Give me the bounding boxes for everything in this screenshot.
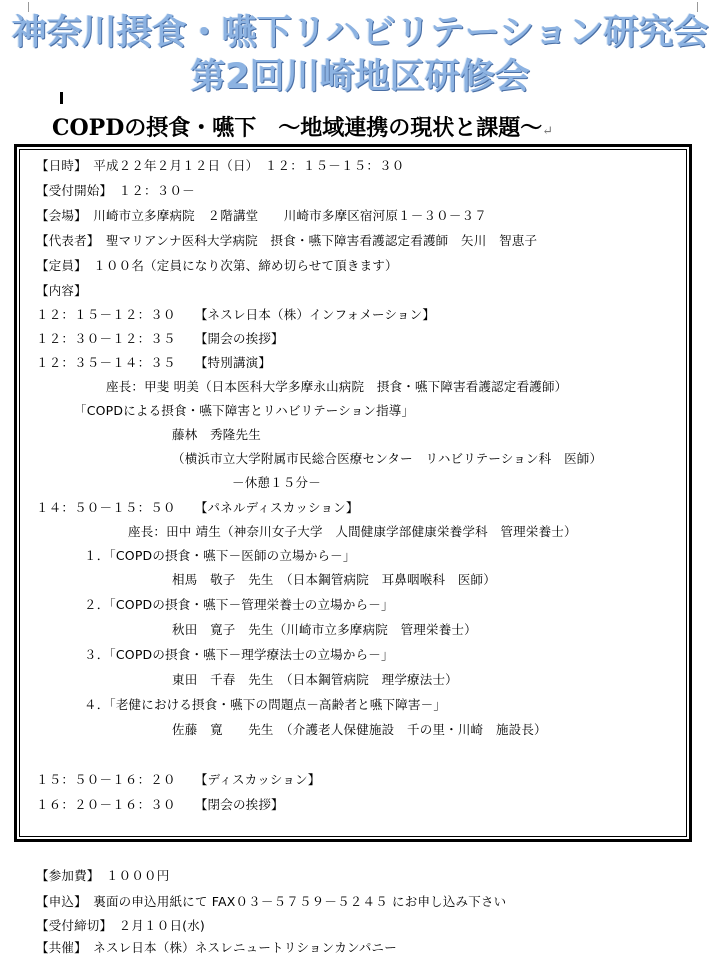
info-date: 【日時】 平成２２年２月１２日（日） １２：１５－１５：３０ <box>36 158 405 173</box>
footer-apply: 【申込】 裏面の申込用紙にて FAX０３－５７５９－５２４５ にお申し込み下さい <box>36 894 507 909</box>
panel-speaker-4: 佐藤 寛 先生 （介護老人保健施設 千の里・川崎 施設長） <box>172 722 547 737</box>
panel-topic-2: ２．「COPDの摂食・嚥下－管理栄養士の立場から－」 <box>84 597 394 612</box>
panel-speaker-1: 相馬 敬子 先生 （日本鋼管病院 耳鼻咽喉科 医師） <box>172 572 496 587</box>
panel-speaker-3: 東田 千春 先生 （日本鋼管病院 理学療法士） <box>172 672 458 687</box>
info-reception: 【受付開始】 １２：３０－ <box>36 183 195 198</box>
program-item-discussion: １５：５０－１６：２０ 【ディスカッション】 <box>36 772 321 787</box>
page-corner-mark-right <box>687 2 698 12</box>
panel-chair: 座長：田中 靖生（神奈川女子大学 人間健康学部健康栄養学科 管理栄養士） <box>128 524 577 539</box>
title-organization: 神奈川摂食・嚥下リハビリテーション研究会 <box>11 13 709 53</box>
footer-deadline: 【受付締切】 ２月１０日(水) <box>36 918 206 933</box>
page-corner-mark-left <box>28 2 39 12</box>
program-item-panel: １４：５０－１５：５０ 【パネルディスカッション】 <box>36 500 359 515</box>
lecture-chair: 座長：甲斐 明美（日本医科大学多摩永山病院 摂食・嚥下障害看護認定看護師） <box>106 379 568 394</box>
info-venue: 【会場】 川崎市立多摩病院 ２階講堂 川崎市多摩区宿河原１－３０－３７ <box>36 208 487 223</box>
info-content-label: 【内容】 <box>36 283 87 298</box>
lecture-speaker-affiliation: （横浜市立大学附属市民総合医療センター リハビリテーション科 医師） <box>172 451 603 466</box>
program-item-special-lecture: １２：３５－１４：３５ 【特別講演】 <box>36 355 272 370</box>
panel-topic-3: ３．「COPDの摂食・嚥下－理学療法士の立場から－」 <box>84 647 394 662</box>
info-capacity: 【定員】 １００名（定員になり次第、締め切らせて頂きます） <box>36 258 398 273</box>
panel-topic-1: １．「COPDの摂食・嚥下－医師の立場から－」 <box>84 548 356 563</box>
lecture-title: 「COPDによる摂食・嚥下障害とリハビリテーション指導」 <box>74 403 415 418</box>
footer-fee: 【参加費】 １０００円 <box>36 868 170 883</box>
program-item-opening: １２：３０－１２：３５ 【開会の挨拶】 <box>36 331 284 346</box>
program-item-info: １２：１５－１２：３０ 【ネスレ日本（株）インフォメーション】 <box>36 307 436 322</box>
text-cursor <box>60 92 63 104</box>
title-event: 第2回川崎地区研修会 <box>190 57 530 97</box>
footer-sponsor: 【共催】 ネスレ日本（株）ネスレニュートリションカンパニー <box>36 940 397 955</box>
break-notice: －休憩１５分－ <box>232 475 321 490</box>
program-item-closing: １６：２０－１６：３０ 【閉会の挨拶】 <box>36 797 284 812</box>
subtitle-text: COPDの摂食・嚥下 ～地域連携の現状と課題～ <box>52 115 543 141</box>
panel-topic-4: ４．「老健における摂食・嚥下の問題点－高齢者と嚥下障害－」 <box>84 697 447 712</box>
paragraph-mark-icon: ↵ <box>542 124 554 139</box>
subtitle <box>52 113 553 147</box>
lecture-speaker: 藤林 秀隆先生 <box>172 427 261 442</box>
panel-speaker-2: 秋田 寛子 先生（川崎市立多摩病院 管理栄養士） <box>172 622 477 637</box>
info-organizer: 【代表者】 聖マリアンナ医科大学病院 摂食・嚥下障害看護認定看護師 矢川 智恵子 <box>36 233 538 248</box>
